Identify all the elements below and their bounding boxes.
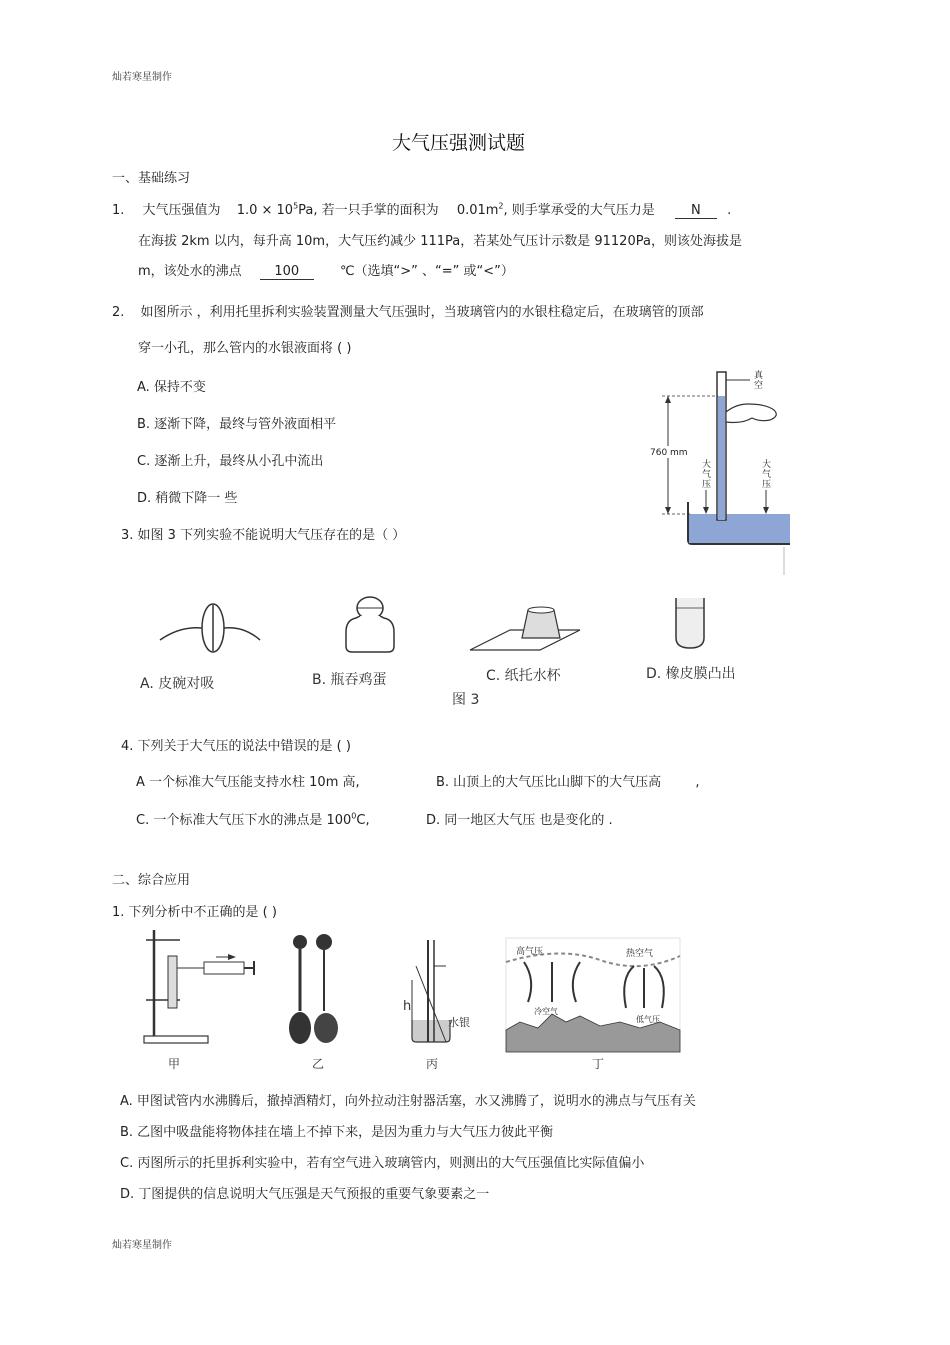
boiling-syringe-apparatus-icon xyxy=(144,930,254,1043)
mercury-dish xyxy=(688,502,790,544)
figure-3-label: 图 3 xyxy=(452,692,480,708)
torricelli-mercury-icon xyxy=(412,940,450,1042)
question-4-option-a: A 一个标准大气压能支持水柱 10m 高, xyxy=(136,775,360,790)
answer-blank-force: N xyxy=(675,203,717,219)
caption-c: C. 纸托水杯 xyxy=(486,668,561,684)
svg-text:压: 压 xyxy=(702,480,712,490)
section-2-figure xyxy=(140,926,685,1076)
section-heading-basic: 一、基础练习 xyxy=(112,171,191,186)
vacuum-label: 真 xyxy=(754,371,764,381)
caption-a: A. 皮碗对吸 xyxy=(140,676,215,692)
question-2-option-c: C. 逐渐上升，最终从小孔中流出 xyxy=(137,454,324,469)
svg-text:气: 气 xyxy=(762,470,772,480)
question-number: 1. xyxy=(112,203,125,218)
low-pressure-label: 低气压 xyxy=(636,1015,660,1024)
caption-d: D. 橡皮膜凸出 xyxy=(646,666,736,682)
label-bing: 丙 xyxy=(426,1057,439,1071)
question-2-option-a: A. 保持不变 xyxy=(137,380,206,395)
svg-text:空: 空 xyxy=(754,381,764,391)
question-4-option-b: B. 山顶上的大气压比山脚下的大气压高 , xyxy=(436,775,700,790)
left-pressure-label: 大 xyxy=(702,460,712,470)
section-2-option-b: B. 乙图中吸盘能将物体挂在墙上不掉下来，是因为重力与大气压力彼此平衡 xyxy=(120,1125,554,1140)
question-4-option-c: C. 一个标准大气压下水的沸点是 $100^0C$, xyxy=(136,811,370,828)
label-yi: 乙 xyxy=(312,1057,325,1071)
cold-air-label: 冷空气 xyxy=(534,1007,558,1016)
height-label: 760 mm xyxy=(650,448,688,458)
page-footer: 灿若寒星制作 xyxy=(112,1240,172,1251)
svg-text:气: 气 xyxy=(702,470,712,480)
hand-icon xyxy=(726,404,776,423)
high-pressure-label: 高气压 xyxy=(516,947,544,957)
mercury-label: 水银 xyxy=(448,1016,470,1029)
question-1: 1. 大气压强值为 $1.0 \times 10^5Pa$, 若一只手掌的面积为 $0.01m^2$, 则手掌承受的大气压力是 N . xyxy=(112,201,732,218)
question-3: 3. 如图 3 下列实验不能说明大气压存在的是（ ） xyxy=(121,528,406,543)
suction-cups-icon xyxy=(160,604,260,652)
question-4: 4. 下列关于大气压的说法中错误的是 ( ) xyxy=(121,739,351,754)
paper-cup-icon xyxy=(470,607,580,650)
question-2-option-d: D. 稍微下降一 些 xyxy=(137,491,238,506)
question-1-line-2: 在海拔 2km 以内，每升高 10m，大气压约减少 111Pa，若某处气压计示数是 91120Pa，则该处海拔是 xyxy=(138,234,742,249)
section-heading-applied: 二、综合应用 xyxy=(112,873,191,888)
question-2-line-2: 穿一小孔，那么管内的水银液面将 ( ) xyxy=(138,341,352,356)
rubber-membrane-tube-icon xyxy=(676,598,704,648)
page-title: 大气压强测试题 xyxy=(392,132,526,154)
section-2-option-a: A. 甲图试管内水沸腾后，撤掉酒精灯，向外拉动注射器活塞，水又沸腾了，说明水的沸点与气压有关 xyxy=(120,1094,696,1109)
answer-blank-boil: 100 xyxy=(260,264,314,280)
glass-tube xyxy=(717,372,726,520)
figure-3-experiments xyxy=(140,588,780,713)
svg-text:压: 压 xyxy=(762,480,772,490)
suction-cup-hook-icon xyxy=(289,934,338,1044)
right-pressure-label: 大 xyxy=(762,460,772,470)
question-1-line-3: m，该处水的沸点 100 ℃（选填“>” 、“=” 或“<”） xyxy=(138,264,514,279)
section-2-option-d: D. 丁图提供的信息说明大气压强是天气预报的重要气象要素之一 xyxy=(120,1187,490,1202)
bottle-egg-icon xyxy=(346,597,394,652)
section-2-question-1: 1. 下列分析中不正确的是 ( ) xyxy=(112,905,277,920)
question-4-option-d: D. 同一地区大气压 也是变化的 . xyxy=(426,813,613,828)
page-header: 灿若寒星制作 xyxy=(112,72,172,83)
torricelli-figure xyxy=(640,362,790,577)
label-jia: 甲 xyxy=(168,1057,181,1071)
question-2: 2. 如图所示 ，利用托里拆利实验装置测量大气压强时，当玻璃管内的水银柱稳定后，在玻璃管的顶部 xyxy=(112,305,704,320)
hot-air-label: 热空气 xyxy=(626,949,654,959)
section-2-option-c: C. 丙图所示的托里拆利实验中，若有空气进入玻璃管内，则测出的大气压强值比实际值偏小 xyxy=(120,1156,645,1171)
caption-b: B. 瓶吞鸡蛋 xyxy=(312,672,387,688)
height-h-label: h xyxy=(403,999,412,1014)
label-ding: 丁 xyxy=(592,1057,605,1071)
question-2-option-b: B. 逐渐下降，最终与管外液面相平 xyxy=(137,417,337,432)
